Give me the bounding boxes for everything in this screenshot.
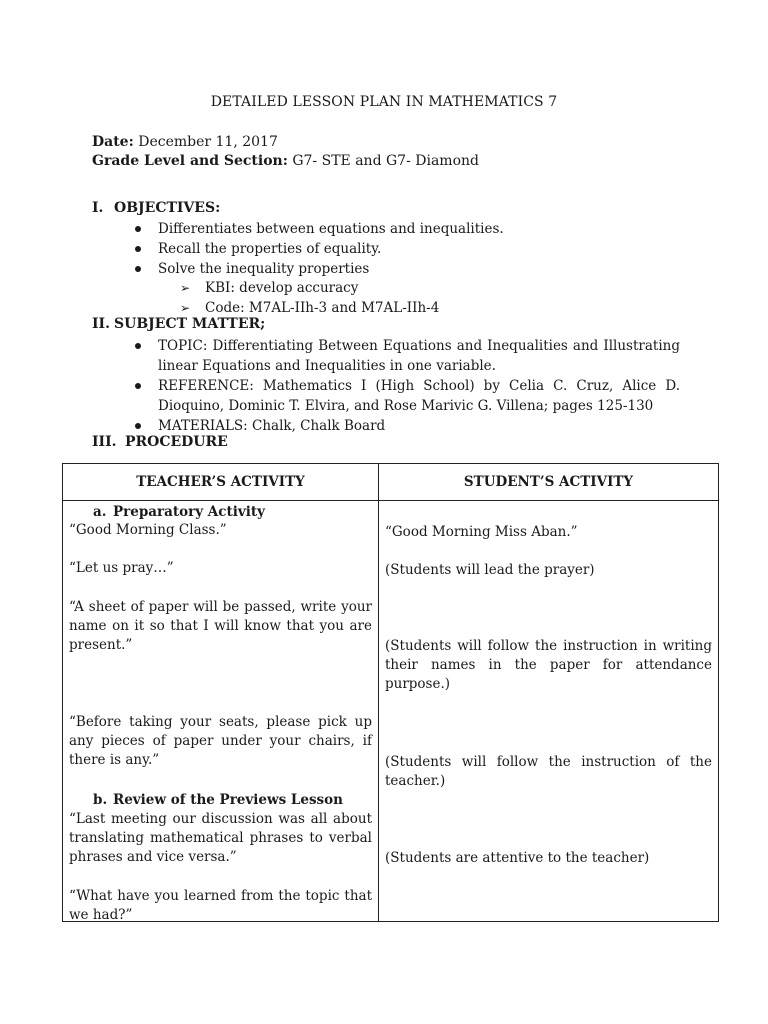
list-item: ➢ KBI: develop accuracy <box>180 280 359 296</box>
list-item: Solve the inequality properties <box>135 259 680 279</box>
objectives-title: OBJECTIVES: <box>114 200 221 216</box>
bullet-icon <box>135 383 141 389</box>
list-item: Differentiates between equations and inequalities. <box>135 219 680 239</box>
subject-matter-list <box>135 336 680 436</box>
bullet-icon <box>135 423 141 429</box>
objectives-heading <box>92 200 220 216</box>
student-line: “Good Morning Miss Aban.” <box>385 524 578 540</box>
teacher-line: “What have you learned from the topic that we had?” <box>69 888 372 923</box>
document-title: DETAILED LESSON PLAN IN MATHEMATICS 7 <box>210 94 558 110</box>
procedure-title: PROCEDURE <box>125 434 228 450</box>
procedure-table <box>62 463 719 922</box>
objectives-sub-list <box>180 278 439 318</box>
grade-line <box>92 151 479 171</box>
preparatory-activity-heading: a. Preparatory Activity <box>93 504 265 520</box>
table-row <box>63 501 719 922</box>
subject-matter-heading <box>92 316 265 332</box>
arrow-bullet-icon: ➢ <box>180 281 191 295</box>
list-item: TOPIC: Differentiating Between Equations and Inequalities and Illustrating linear Equations and Inequalities in one variable. <box>135 336 680 376</box>
teacher-line: “Before taking your seats, please pick up any pieces of paper under your chairs, if there is any.” <box>69 714 372 768</box>
arrow-bullet-icon: ➢ <box>180 301 191 315</box>
bullet-icon <box>135 226 141 232</box>
procedure-heading <box>92 434 228 450</box>
grade-value: G7- STE and G7- Diamond <box>287 153 479 169</box>
teacher-activity-header: TEACHER’S ACTIVITY <box>63 464 379 501</box>
objectives-number: I. <box>92 200 104 216</box>
grade-label: Grade Level and Section: <box>92 153 288 169</box>
list-item: MATERIALS: Chalk, Chalk Board <box>135 416 680 436</box>
objectives-list <box>135 219 680 279</box>
student-line: (Students will follow the instruction in writing their names in the paper for attendance purpose.) <box>385 638 712 692</box>
teacher-line: “Let us pray…” <box>69 560 174 576</box>
review-heading: b. Review of the Previews Lesson <box>93 792 343 808</box>
table-header-row <box>63 464 719 501</box>
student-activity-cell <box>379 501 719 922</box>
list-item: REFERENCE: Mathematics I (High School) by Celia C. Cruz, Alice D. Dioquino, Dominic T. Elvira, and Rose Marivic G. Villena; pages 125-130 <box>135 376 680 416</box>
date-label: Date: <box>92 134 134 150</box>
date-value: December 11, 2017 <box>133 134 278 150</box>
bullet-icon <box>135 266 141 272</box>
bullet-icon <box>135 246 141 252</box>
list-item: ➢ Code: M7AL-IIh-3 and M7AL-IIh-4 <box>180 300 440 316</box>
subject-matter-number: II. <box>92 316 110 332</box>
teacher-line: “Last meeting our discussion was all about translating mathematical phrases to verbal phrases and vice versa.” <box>69 811 372 865</box>
teacher-line: “Good Morning Class.” <box>69 522 227 538</box>
bullet-icon <box>135 343 141 349</box>
teacher-activity-cell <box>63 501 379 922</box>
teacher-line: “A sheet of paper will be passed, write your name on it so that I will know that you are present.” <box>69 599 372 653</box>
student-line: (Students will follow the instruction of the teacher.) <box>385 754 712 789</box>
student-line: (Students will lead the prayer) <box>385 562 595 578</box>
subject-matter-title: SUBJECT MATTER; <box>114 316 266 332</box>
student-activity-header: STUDENT’S ACTIVITY <box>379 464 719 501</box>
list-item: Recall the properties of equality. <box>135 239 680 259</box>
date-line <box>92 132 278 152</box>
student-line: (Students are attentive to the teacher) <box>385 850 650 866</box>
procedure-number: III. <box>92 434 117 450</box>
